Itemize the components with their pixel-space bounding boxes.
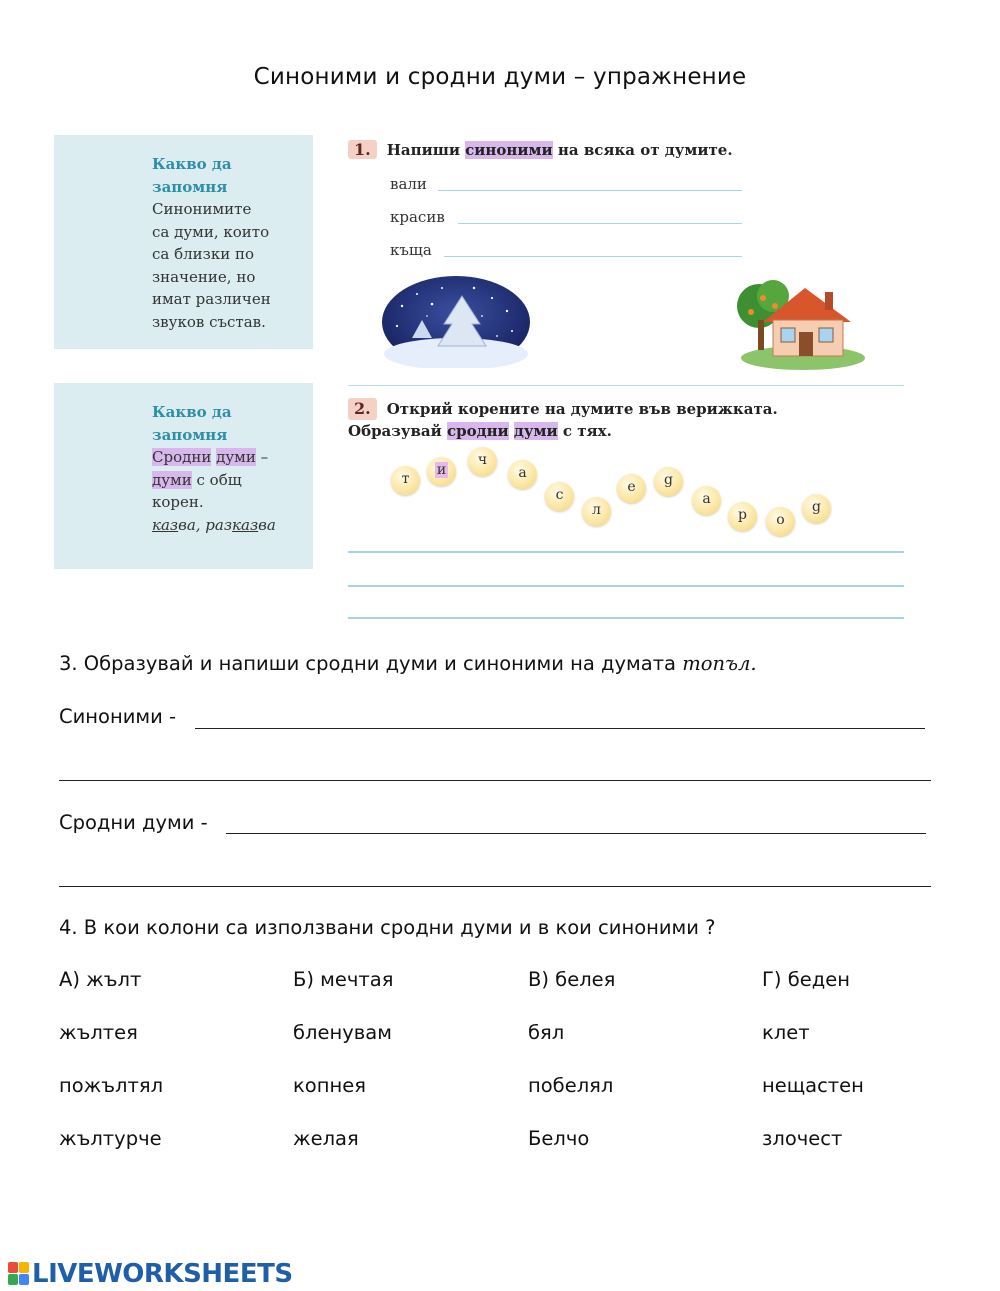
letter-bead: т [391, 466, 420, 495]
winter-scene-image [382, 276, 530, 368]
exercise-4-heading: 4. В кои колони са използвани сродни думи и в кои синоними ? [59, 916, 716, 939]
exercise-1-heading [348, 140, 733, 159]
column-d-header: Г) беден [762, 968, 850, 991]
note-line: имат различен [152, 290, 271, 308]
highlight: Сродни [152, 448, 212, 466]
word-label: красив [390, 208, 445, 226]
exercise-3-heading: 3. Образувай и напиши сродни думи и синоними на думата топъл. [59, 652, 757, 675]
letter-bead: л [582, 497, 611, 526]
letter-bead: и [427, 457, 456, 486]
instruction: Открий корените на думите във верижката. [386, 400, 778, 418]
letter-bead: с [545, 482, 574, 511]
note-line: са думи, които [152, 222, 270, 241]
letter-bead: g [654, 467, 683, 496]
remember-heading: запомня [152, 425, 228, 444]
answer-line[interactable] [59, 780, 931, 781]
exercise-number: 2. [348, 398, 377, 420]
root: ка [232, 515, 250, 534]
root: ка [152, 515, 170, 534]
word-label: вали [390, 175, 427, 193]
letter-bead: ч [468, 447, 497, 476]
house-image [733, 276, 865, 370]
column-c-word: Белчо [528, 1127, 590, 1150]
answer-line[interactable] [348, 585, 904, 587]
remember-heading: запомня [152, 177, 228, 196]
answer-line[interactable] [348, 617, 904, 619]
answer-line[interactable] [444, 256, 742, 257]
logo-icon [8, 1262, 30, 1286]
column-a-word: пожълтял [59, 1074, 164, 1097]
note-line: звуков състав. [152, 312, 266, 331]
liveworksheets-logo[interactable] [8, 1259, 293, 1289]
column-b-header: Б) мечтая [293, 968, 394, 991]
text: ва [258, 515, 276, 534]
exercise-2-heading [348, 398, 778, 442]
remember-heading: Какво да [152, 403, 232, 421]
column-c-word: побелял [528, 1074, 614, 1097]
note-line [152, 446, 276, 469]
note-line: значение, но [152, 267, 256, 286]
note-line: са близки по [152, 245, 255, 263]
synonyms-label: Синоними - [59, 705, 177, 728]
related-words-answer-line[interactable] [226, 833, 926, 834]
root: з [169, 515, 179, 534]
column-a-header: А) жълт [59, 968, 142, 991]
column-b-word: копнея [293, 1074, 366, 1097]
answer-line[interactable] [59, 886, 931, 887]
text: ва, раз [178, 515, 233, 534]
column-c-header: В) белея [528, 968, 616, 991]
letter-bead: а [508, 460, 537, 489]
section-divider [348, 385, 904, 386]
answer-line[interactable] [348, 551, 904, 553]
word-label: къща [390, 241, 432, 259]
column-d-word: злочест [762, 1127, 843, 1150]
column-a-word: жълтея [59, 1021, 138, 1044]
dash: – [255, 448, 269, 466]
answer-line[interactable] [458, 223, 742, 224]
remember-box-related-words [54, 383, 313, 569]
remember-heading: Какво да [152, 155, 232, 173]
page-title: Синоними и сродни думи – упражнение [253, 64, 747, 90]
related-words-label: Сродни думи - [59, 811, 208, 834]
highlight: думи [152, 470, 192, 489]
letter-bead: g [802, 494, 831, 523]
letter-bead: о [766, 507, 795, 536]
column-d-word: клет [762, 1021, 810, 1044]
synonyms-answer-line[interactable] [195, 728, 925, 729]
remember-box-synonyms [54, 135, 313, 349]
highlight: думи [216, 448, 256, 466]
instruction: Напиши синоними на всяка от думите. [386, 141, 733, 159]
root: з [249, 515, 259, 534]
note-line: корен. [152, 493, 204, 511]
letter-bead: р [728, 502, 757, 531]
column-a-word: жълтурче [59, 1127, 162, 1150]
example-line [152, 514, 276, 537]
note-line: Синонимите [152, 200, 252, 218]
answer-line[interactable] [438, 190, 742, 191]
letter-bead: а [692, 486, 721, 515]
target-word: топъл. [682, 652, 757, 675]
column-b-word: желая [293, 1127, 359, 1150]
column-c-word: бял [528, 1021, 565, 1044]
note-line [152, 469, 276, 492]
exercise-number: 1. [348, 140, 377, 159]
logo-text: LIVEWORKSHEETS [32, 1259, 293, 1289]
column-b-word: бленувам [293, 1021, 392, 1044]
text: с общ [191, 470, 242, 489]
column-d-word: нещастен [762, 1074, 864, 1097]
letter-bead: е [617, 474, 646, 503]
instruction: Образувай сродни думи с тях. [348, 422, 612, 440]
